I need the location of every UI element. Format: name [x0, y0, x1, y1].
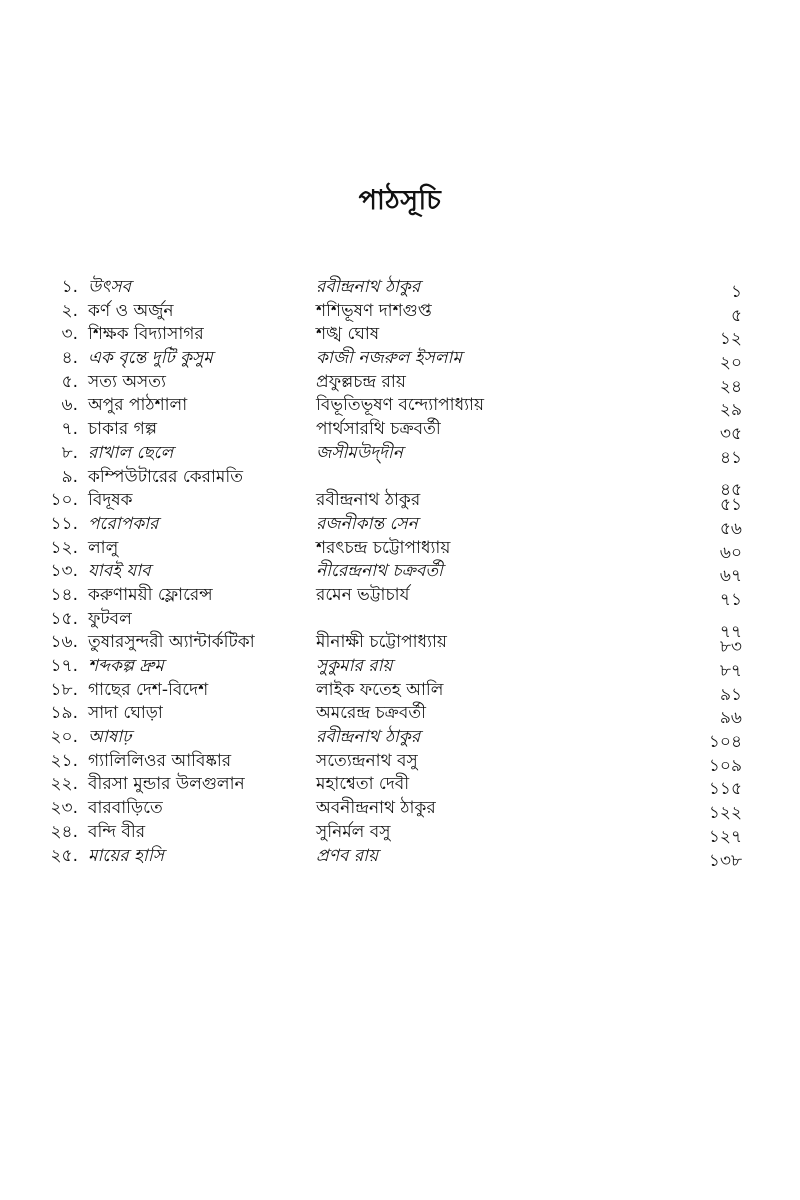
- entry-page: ১২৭: [708, 826, 742, 847]
- entry-title: অপুর পাঠশালা: [88, 395, 188, 416]
- entry-number: ১৬.: [50, 632, 78, 653]
- entry-page: ৬৭: [719, 566, 742, 587]
- entry-number: ২৩.: [50, 798, 78, 819]
- entry-author: পার্থসারথি চক্রবর্তী: [316, 419, 441, 440]
- entry-number: ২১.: [50, 750, 78, 771]
- entry-page: ৩৫: [719, 424, 742, 445]
- entry-title: তুষারসুন্দরী অ্যান্টার্কটিকা: [88, 632, 255, 653]
- entry-title: উৎসব: [88, 277, 132, 297]
- toc-entry: [0, 797, 800, 824]
- entry-number: ১৪.: [50, 584, 78, 605]
- toc-entry: [0, 394, 800, 421]
- entry-page: ১০৪: [708, 732, 742, 753]
- entry-page: ১২: [719, 329, 742, 350]
- toc-entry: [0, 821, 800, 845]
- toc-entry: [0, 726, 800, 753]
- entry-author: রজনীকান্ত সেন: [316, 513, 418, 534]
- table-of-contents: [0, 276, 800, 871]
- toc-entry: [0, 347, 800, 374]
- entry-page: ৬০: [719, 542, 742, 563]
- entry-number: ৮.: [61, 442, 78, 463]
- entry-title: কর্ণ ও অর্জুন: [88, 300, 174, 321]
- entry-number: ১৯.: [50, 703, 78, 724]
- entry-author: প্রণব রায়: [316, 845, 379, 866]
- entry-number: ৩.: [61, 324, 78, 345]
- page-title: পাঠসূচি: [358, 185, 442, 216]
- entry-author: জসীমউদ্‌দীন: [316, 442, 403, 463]
- toc-entry: [0, 845, 800, 869]
- toc-entry: [0, 300, 800, 324]
- entry-title: বারবাড়িতে: [88, 798, 163, 819]
- toc-entry: [0, 702, 800, 729]
- toc-entry: [0, 371, 800, 395]
- entry-page: ২৪: [719, 376, 742, 397]
- entry-number: ৪.: [61, 348, 78, 369]
- toc-entry: [0, 608, 800, 642]
- entry-page: ৫: [730, 305, 742, 326]
- entry-author: শরৎচন্দ্র চট্টোপাধ্যায়: [316, 537, 451, 558]
- entry-author: মহাশ্বেতা দেবী: [316, 774, 410, 795]
- toc-entry: [0, 750, 800, 774]
- entry-number: ২.: [61, 300, 78, 321]
- entry-title: শব্দকল্প দ্রুম: [88, 656, 164, 676]
- toc-entry: [0, 513, 800, 537]
- toc-entry: [0, 679, 800, 703]
- entry-page: ৫৬: [719, 518, 742, 539]
- entry-author: শঙ্খ ঘোষ: [316, 324, 380, 345]
- entry-title: চাকার গল্প: [88, 419, 157, 440]
- entry-title: গাছের দেশ-বিদেশ: [88, 679, 209, 700]
- entry-author: রবীন্দ্রনাথ ঠাকুর: [316, 277, 421, 297]
- entry-title: শিক্ষক বিদ্যাসাগর: [88, 324, 204, 345]
- entry-number: ৬.: [61, 395, 78, 416]
- entry-author: রবীন্দ্রনাথ ঠাকুর: [316, 727, 421, 748]
- entry-number: ১১.: [50, 513, 78, 534]
- entry-number: ৭.: [61, 419, 78, 440]
- entry-title: যাবই যাব: [88, 561, 151, 582]
- entry-page: ১১৫: [708, 779, 742, 800]
- entry-page: ৮৭: [719, 661, 742, 681]
- entry-title: ফুটবল: [88, 608, 132, 629]
- entry-title: সত্য অসত্য: [88, 371, 166, 392]
- toc-entry: [0, 773, 800, 800]
- entry-page: ৭৭: [719, 621, 742, 642]
- toc-entry: [0, 466, 800, 500]
- entry-author: কাজী নজরুল ইসলাম: [316, 348, 462, 369]
- entry-number: ১৩.: [50, 561, 78, 582]
- toc-entry: [0, 537, 800, 561]
- entry-page: ৪১: [719, 447, 742, 468]
- toc-entry: [0, 276, 800, 300]
- entry-page: ৯৬: [719, 708, 742, 729]
- entry-number: ১২.: [50, 537, 78, 558]
- toc-entry: [0, 631, 800, 658]
- entry-number: ৯.: [61, 466, 78, 487]
- entry-number: ১৮.: [50, 679, 78, 700]
- entry-title: এক বৃন্তে দুটি কুসুম: [88, 348, 213, 369]
- entry-number: ১৫.: [50, 608, 78, 629]
- toc-entry: [0, 418, 800, 445]
- entry-author: বিভূতিভূষণ বন্দ্যোপাধ্যায়: [316, 395, 484, 416]
- entry-number: ১.: [61, 277, 78, 297]
- entry-author: শশিভূষণ দাশগুপ্ত: [316, 300, 432, 321]
- entry-title: পরোপকার: [88, 513, 159, 534]
- entry-author: মীনাক্ষী চট্টোপাধ্যায়: [316, 632, 447, 653]
- entry-number: ২৫.: [50, 845, 78, 866]
- entry-author: রবীন্দ্রনাথ ঠাকুর: [316, 490, 421, 511]
- entry-number: ৫.: [61, 371, 78, 392]
- entry-author: রমেন ভট্টাচার্য: [316, 584, 410, 605]
- entry-title: গ্যালিলিওর আবিষ্কার: [88, 750, 232, 771]
- toc-entry: [0, 584, 800, 608]
- entry-author: প্রফুল্লচন্দ্র রায়: [316, 371, 406, 392]
- entry-title: মায়ের হাসি: [88, 845, 164, 866]
- entry-title: আষাঢ়: [88, 727, 132, 748]
- toc-entry: [0, 560, 800, 587]
- entry-page: ৫১: [719, 495, 742, 516]
- entry-author: সুকুমার রায়: [316, 656, 393, 676]
- entry-author: অমরেন্দ্র চক্রবর্তী: [316, 703, 426, 724]
- entry-page: ২০: [719, 353, 742, 374]
- entry-author: সুনির্মল বসু: [316, 821, 391, 842]
- entry-page: ১২২: [708, 803, 742, 824]
- entry-title: বন্দি বীর: [88, 821, 146, 842]
- entry-page: ২৯: [719, 400, 742, 421]
- entry-title: বিদূষক: [88, 490, 133, 511]
- entry-page: ৪৫: [719, 479, 742, 500]
- entry-number: ২২.: [50, 774, 78, 795]
- entry-number: ২০.: [50, 727, 78, 748]
- entry-page: ১০৯: [708, 755, 742, 776]
- entry-number: ২৪.: [50, 821, 78, 842]
- entry-page: ৭১: [719, 589, 742, 610]
- entry-page: ৮৩: [719, 637, 742, 658]
- entry-title: করুণাময়ী ফ্লোরেন্স: [88, 584, 213, 605]
- toc-entry: [0, 442, 800, 466]
- toc-entry: [0, 323, 800, 350]
- toc-entry: [0, 489, 800, 516]
- entry-title: রাখাল ছেলে: [88, 442, 174, 463]
- entry-page: ৯১: [719, 684, 742, 705]
- entry-page: ১: [730, 282, 742, 302]
- entry-page: ১৩৮: [708, 850, 742, 871]
- entry-title: লালু: [88, 537, 119, 558]
- entry-author: সত্যেন্দ্রনাথ বসু: [316, 750, 418, 771]
- entry-title: সাদা ঘোড়া: [88, 703, 163, 724]
- entry-title: কম্পিউটারের কেরামতি: [88, 466, 243, 487]
- entry-author: লাইক ফতেহ আলি: [316, 679, 444, 700]
- toc-entry: [0, 655, 800, 679]
- entry-author: নীরেন্দ্রনাথ চক্রবর্তী: [316, 561, 443, 582]
- entry-number: ১০.: [50, 490, 78, 511]
- entry-number: ১৭.: [50, 656, 78, 676]
- entry-author: অবনীন্দ্রনাথ ঠাকুর: [316, 798, 436, 819]
- entry-title: বীরসা মুন্ডার উলগুলান: [88, 774, 245, 795]
